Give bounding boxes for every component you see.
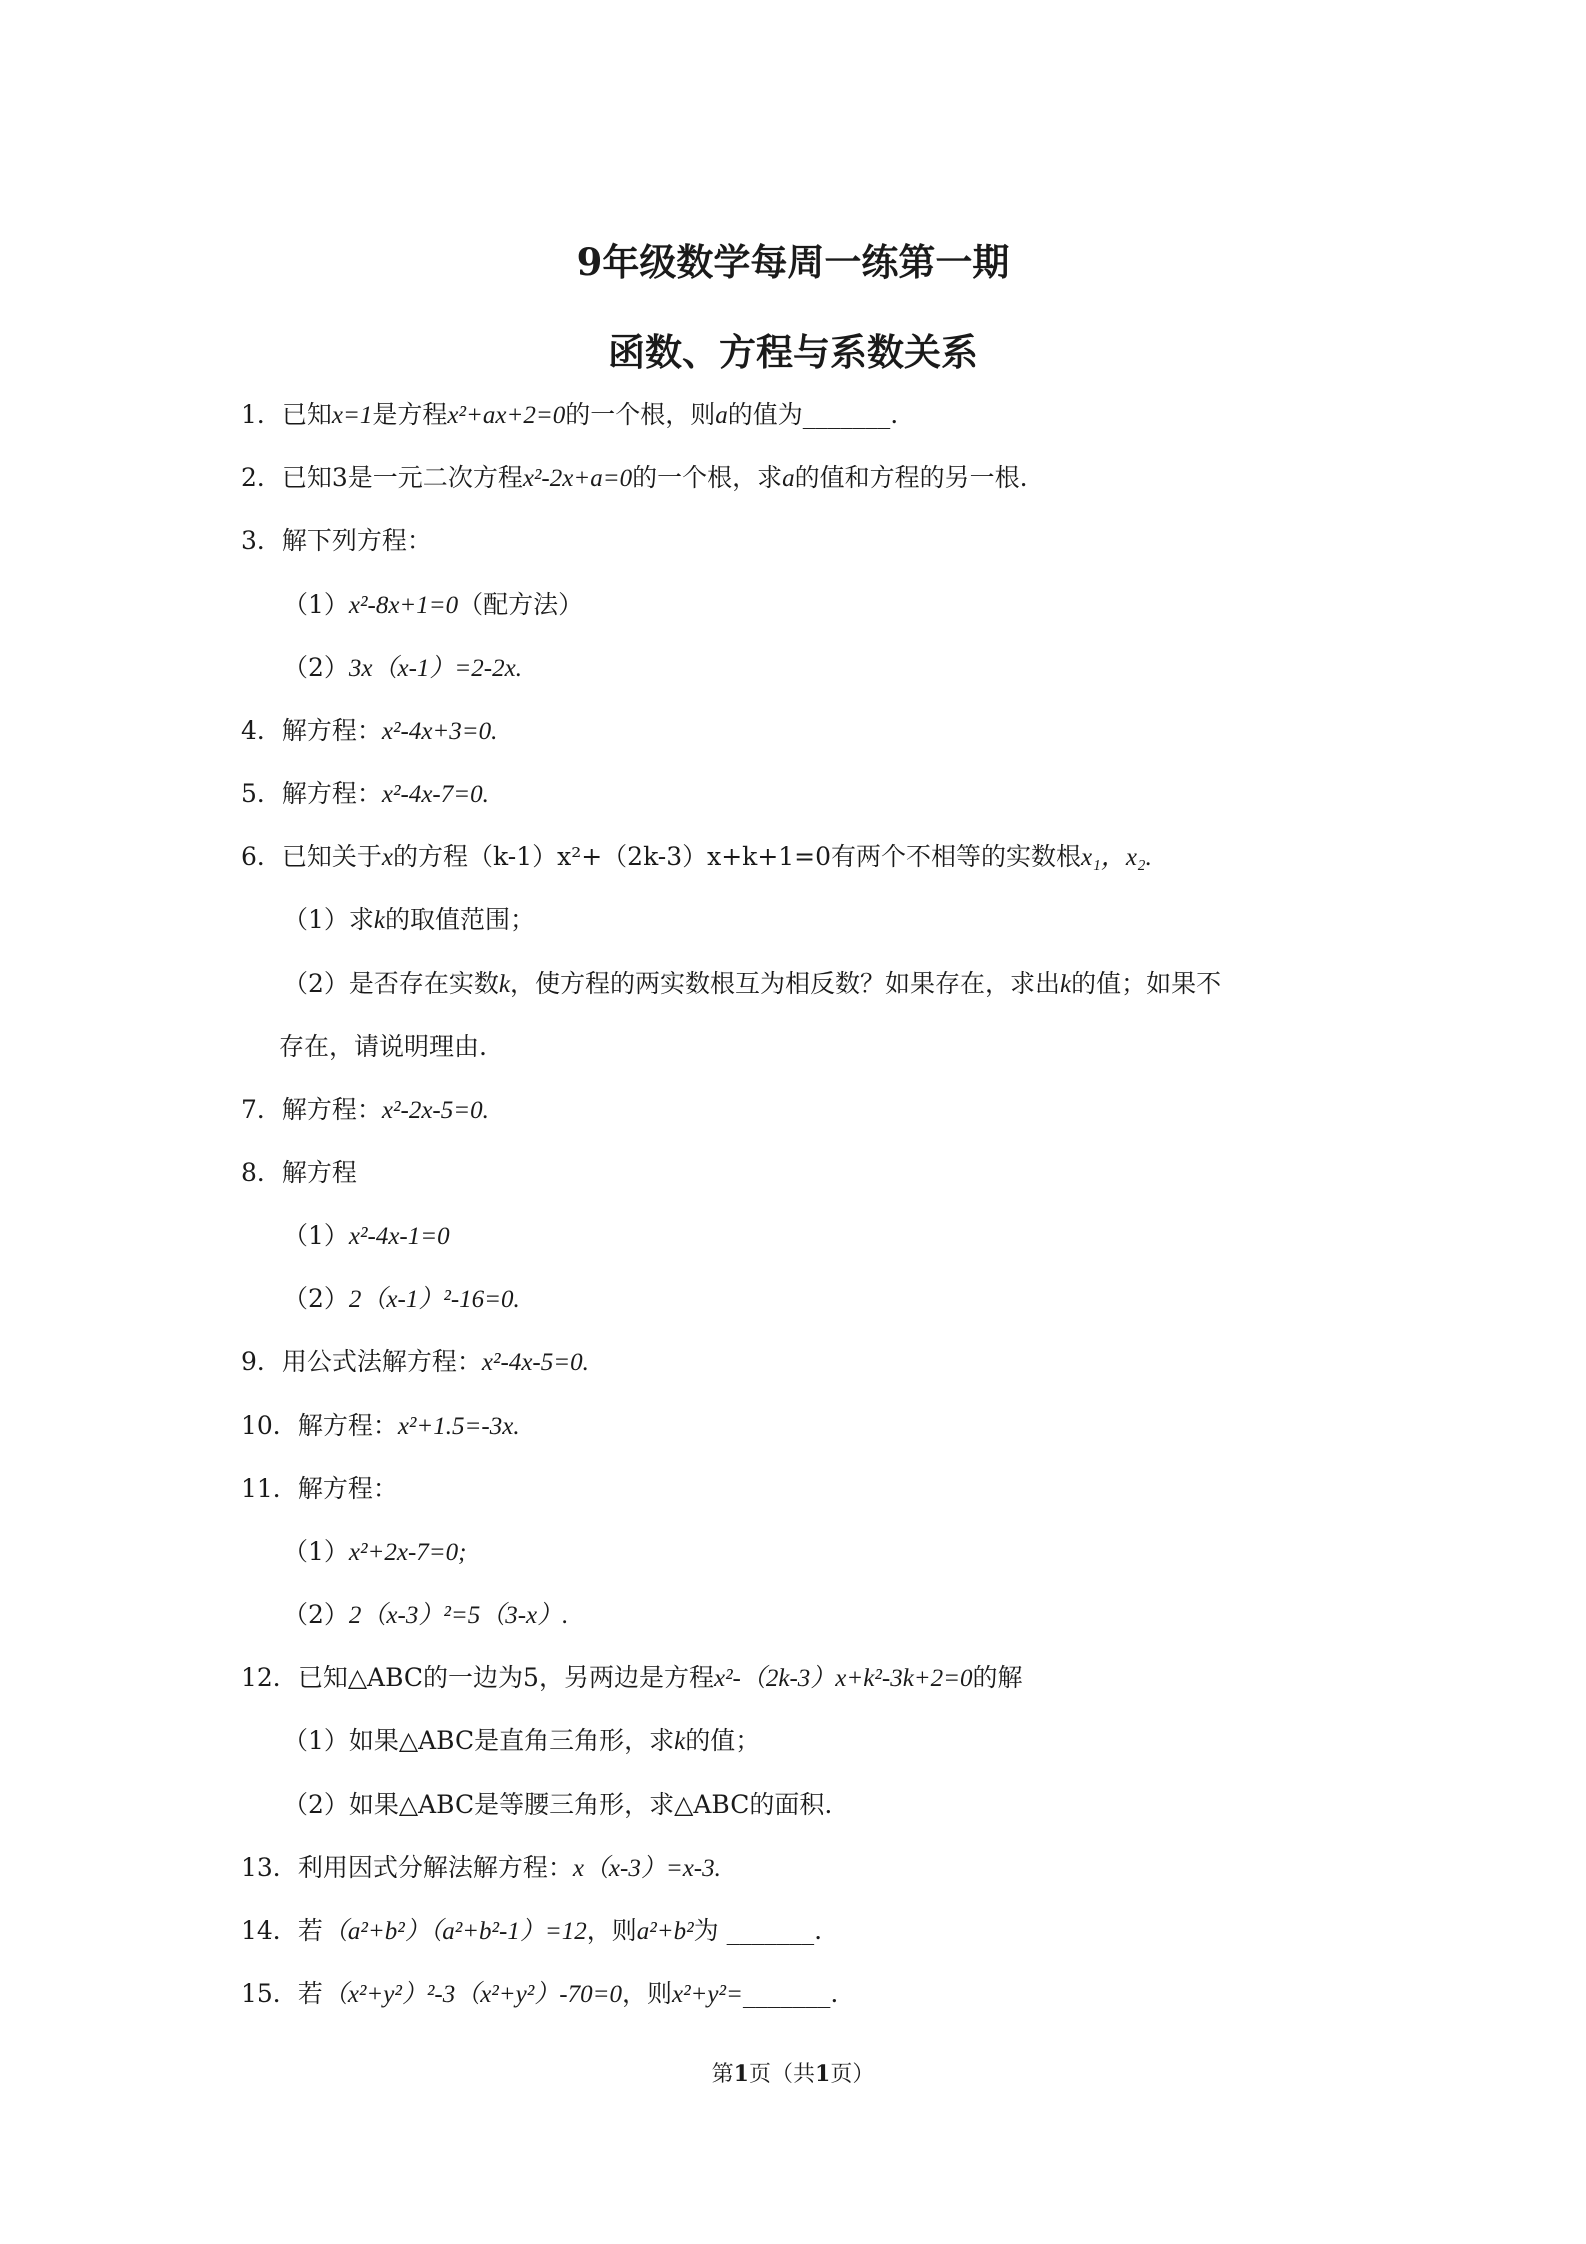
question-6-part-2: （2）是否存在实数k，使方程的两实数根互为相反数？如果存在，求出k的值；如果不 (283, 969, 1222, 998)
question-8: 8．解方程 (241, 1158, 357, 1187)
question-11-part-2: （2）2（x-3）²=5（3-x）. (283, 1600, 569, 1629)
question-15: 15．若（x²+y²）²-3（x²+y²）-70=0，则x²+y²=_______. (241, 1979, 839, 2008)
question-1: 1．已知x=1是方程x²+ax+2=0的一个根，则a的值为_______. (241, 400, 899, 429)
question-12-part-2: （2）如果△ABC是等腰三角形，求△ABC的面积. (283, 1790, 833, 1819)
question-10: 10．解方程：x²+1.5=-3x. (241, 1411, 520, 1440)
question-9: 9．用公式法解方程：x²-4x-5=0. (241, 1347, 589, 1376)
question-6-part-1: （1）求k的取值范围； (283, 905, 536, 934)
question-6: 6．已知关于x的方程（k-1）x²+（2k-3）x+k+1=0有两个不相等的实数根x₁，x₂. (241, 842, 1152, 871)
question-6-part-2-continued: 存在，请说明理由. (279, 1032, 487, 1061)
question-3-part-2: （2）3x（x-1）=2-2x. (283, 653, 522, 682)
question-11: 11．解方程： (241, 1474, 398, 1503)
question-5: 5．解方程：x²-4x-7=0. (241, 779, 489, 808)
question-11-part-1: （1）x²+2x-7=0; (283, 1537, 467, 1566)
question-12: 12．已知△ABC的一边为5，另两边是方程x²-（2k-3）x+k²-3k+2=0的解 (241, 1663, 1023, 1692)
page-footer: 第1页（共1页） (711, 2061, 875, 2087)
question-3: 3．解下列方程： (241, 526, 432, 555)
question-8-part-2: （2）2（x-1）²-16=0. (283, 1284, 520, 1313)
question-3-part-1: （1）x²-8x+1=0（配方法） (283, 590, 584, 619)
question-14: 14．若（a²+b²）（a²+b²-1）=12，则a²+b²为 _______. (241, 1916, 823, 1945)
page-title: 9年级数学每周一练第一期 (576, 240, 1010, 284)
question-2: 2．已知3是一元二次方程x²-2x+a=0的一个根，求a的值和方程的另一根. (241, 463, 1028, 492)
question-7: 7．解方程：x²-2x-5=0. (241, 1095, 489, 1124)
question-8-part-1: （1）x²-4x-1=0 (283, 1221, 450, 1250)
page-subtitle: 函数、方程与系数关系 (608, 330, 978, 374)
question-4: 4．解方程：x²-4x+3=0. (241, 716, 498, 745)
question-12-part-1: （1）如果△ABC是直角三角形，求k的值； (283, 1726, 761, 1755)
question-13: 13．利用因式分解法解方程：x（x-3）=x-3. (241, 1853, 721, 1882)
